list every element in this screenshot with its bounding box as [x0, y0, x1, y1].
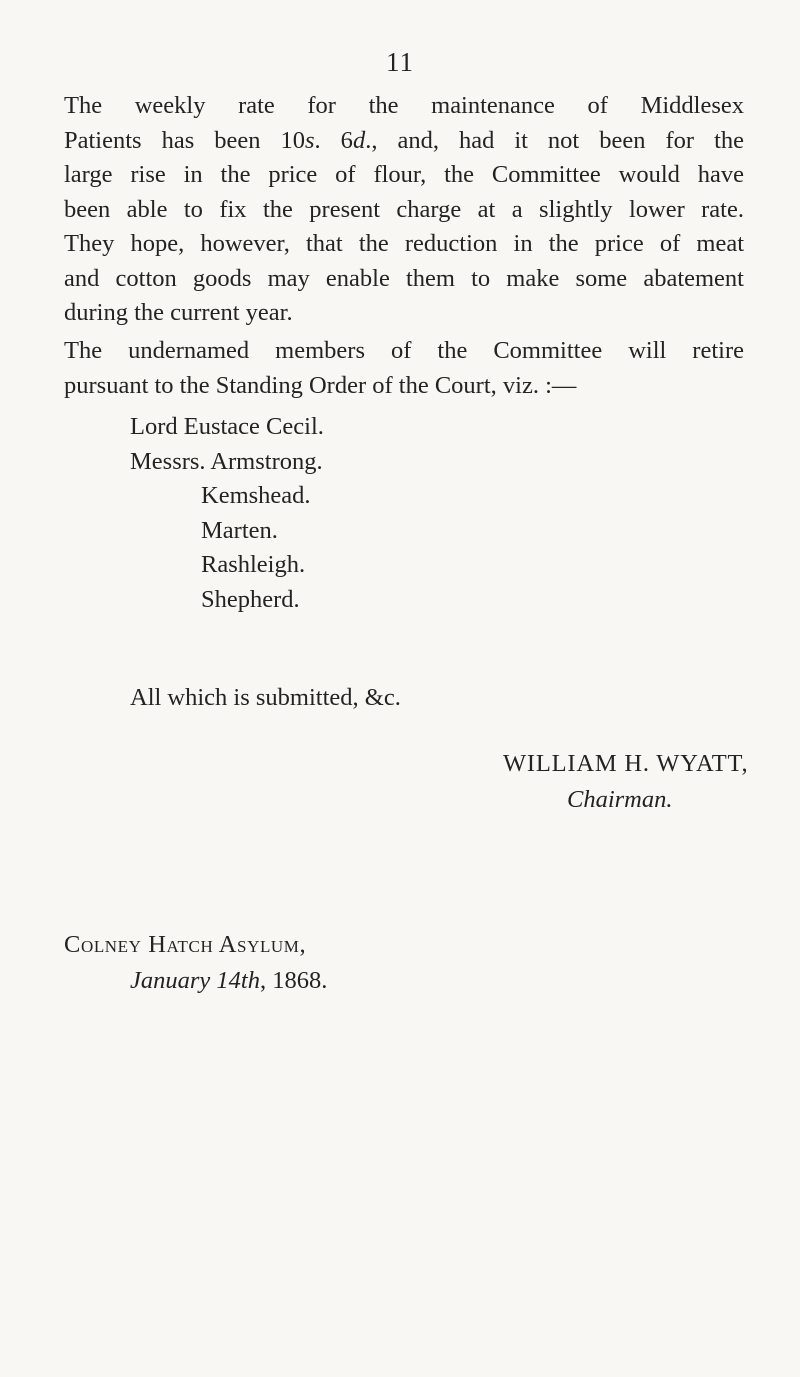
- paragraph-line: pursuant to the Standing Order of the Court, viz. :—: [64, 371, 577, 399]
- paragraph-line: been able to fix the present charge at a slightly lower rate.: [64, 195, 744, 223]
- member-item: Shepherd.: [201, 585, 300, 613]
- paragraph-line: large rise in the price of flour, the Committee would have: [64, 161, 744, 188]
- member-item: Marten.: [201, 516, 278, 544]
- date-day: 14th: [216, 967, 260, 994]
- closing-line: All which is submitted, &c.: [130, 684, 401, 711]
- member-item: Messrs. Armstrong.: [130, 447, 323, 475]
- paragraph-line: during the current year.: [64, 299, 293, 326]
- date-line: [130, 967, 327, 995]
- member-item: Lord Eustace Cecil.: [130, 413, 324, 440]
- signature-name: WILLIAM H. WYATT,: [503, 750, 749, 777]
- date-month: January: [130, 967, 211, 994]
- signature-title: Chairman.: [567, 786, 673, 813]
- paragraph-weekly-rate: [64, 89, 744, 331]
- paragraph-line: and cotton goods may enable them to make some abatement: [64, 264, 744, 292]
- members-list: [130, 410, 324, 617]
- place-line: Colney Hatch Asylum,: [64, 931, 307, 958]
- paragraph-line: Patients has been 10s. 6d., and, had it not been for the: [64, 126, 744, 154]
- date-year: , 1868.: [259, 967, 328, 994]
- paragraph-line: They hope, however, that the reduction in the price of meat: [64, 230, 744, 257]
- page-number: 11: [386, 47, 414, 77]
- paragraph-line: The weekly rate for the maintenance of Middlesex: [64, 92, 744, 119]
- member-item: Rashleigh.: [201, 551, 306, 578]
- paragraph-line: The undernamed members of the Committee will retire: [64, 337, 744, 364]
- member-item: Kemshead.: [201, 482, 311, 509]
- paragraph-retiring-members: [64, 334, 744, 403]
